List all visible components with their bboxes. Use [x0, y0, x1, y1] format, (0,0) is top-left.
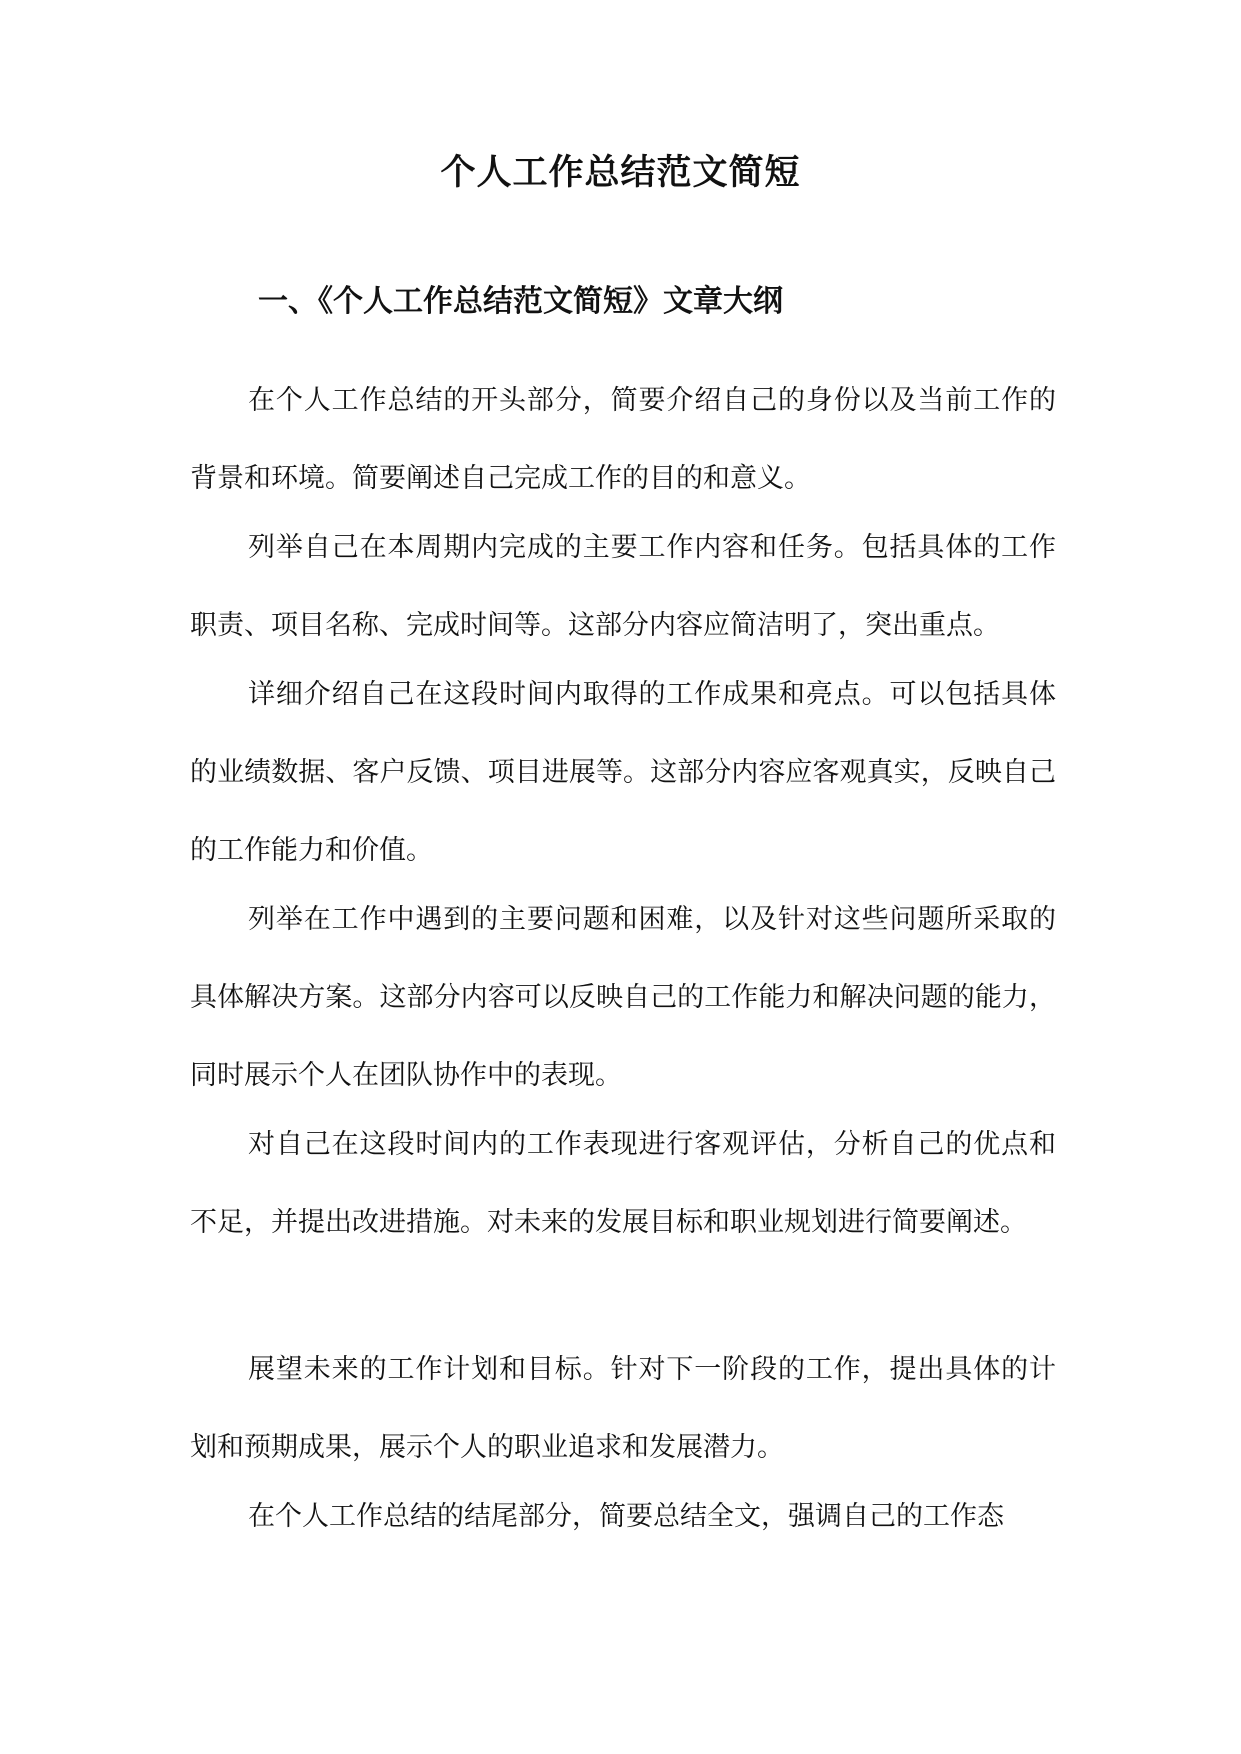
paragraph-self-evaluation: 对自己在这段时间内的工作表现进行客观评估，分析自己的优点和不足，并提出改进措施。对未来的发展目标和职业规划进行简要阐述。	[190, 1129, 1056, 1238]
paragraph-achievements: 详细介绍自己在这段时间内取得的工作成果和亮点。可以包括具体的业绩数据、客户反馈、项目进展等。这部分内容应客观真实，反映自己的工作能力和价值。	[190, 679, 1056, 866]
paragraph-main-tasks: 列举自己在本周期内完成的主要工作内容和任务。包括具体的工作职责、项目名称、完成时间等。这部分内容应简洁明了，突出重点。	[190, 532, 1056, 641]
paragraph-conclusion: 在个人工作总结的结尾部分，简要总结全文，强调自己的工作态	[248, 1501, 1004, 1532]
section-heading: 一、《个人工作总结范文简短》文章大纲	[258, 284, 783, 319]
document-title: 个人工作总结范文简短	[440, 152, 801, 193]
paragraph-future-plans: 展望未来的工作计划和目标。针对下一阶段的工作，提出具体的计划和预期成果，展示个人的职业追求和发展潜力。	[190, 1354, 1056, 1463]
paragraph-introduction: 在个人工作总结的开头部分，简要介绍自己的身份以及当前工作的背景和环境。简要阐述自己完成工作的目的和意义。	[190, 385, 1056, 494]
paragraph-problems-solutions: 列举在工作中遇到的主要问题和困难，以及针对这些问题所采取的具体解决方案。这部分内容可以反映自己的工作能力和解决问题的能力，同时展示个人在团队协作中的表现。	[190, 904, 1056, 1091]
